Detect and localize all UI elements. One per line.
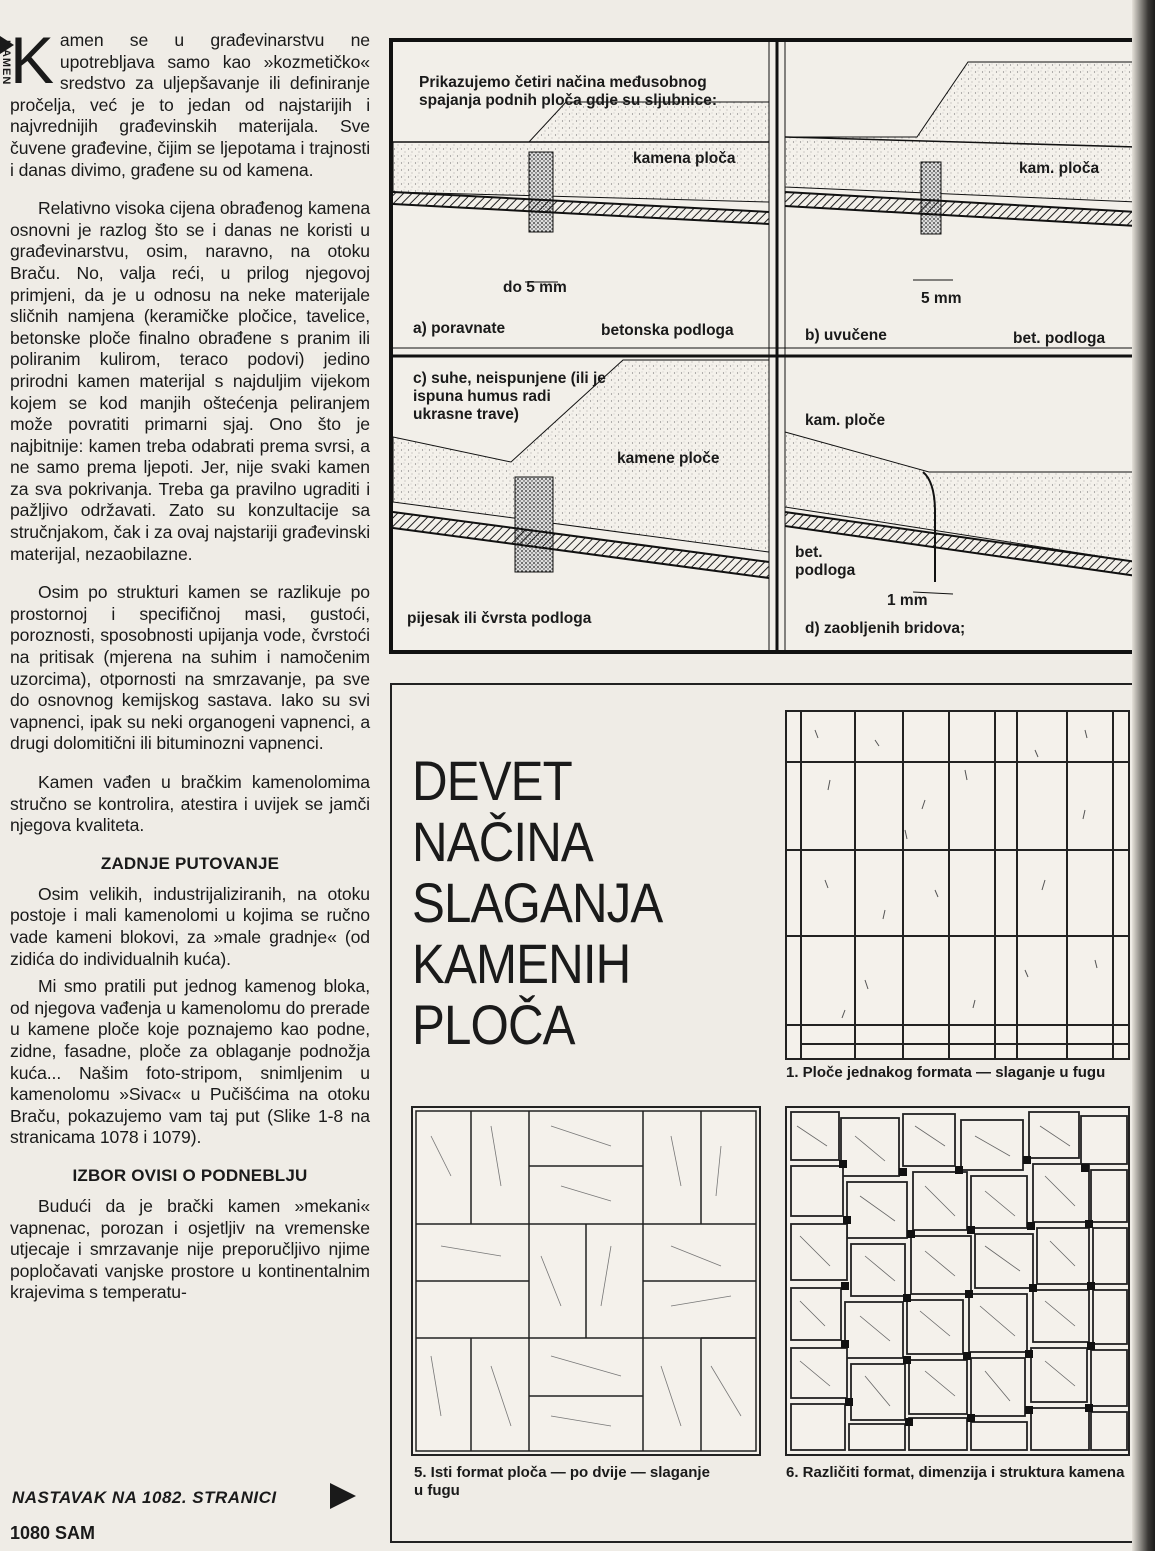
article-body [10, 23, 370, 1321]
body-paragraph: Budući da je brački kamen »mekani« vapnenac, porozan i osjetljiv na vremenske utjecaje i smrzavanje nije preporučljivo njime popločavati vanjske prostore u kontinentalnim krajevima s temperatu- [10, 1195, 370, 1303]
section-tag: KAMEN [0, 40, 12, 86]
page-gutter-shadow [1132, 0, 1155, 1551]
body-paragraph: Relativno visoka cijena obrađenog kamena osnovni je razlog što se i danas ne koristi u građevinarstvu, osim, naravno, na otoku Braču. No, valja reći, u prilog njegovoj primjeni, da je u odnosu na neke materijale sličnih namjena (keramičke pločice, tavelice, betonske ploče finalno obrađene s pranim ili poliranim kulirom, teraco podovi) jedino prirodni kamen materijal s najduljim vijekom kojem se kod manjih oštećenja peliranjem može povratiti primarni sjaj. Ono što je najbitnije: kamen treba odabrati prema svrsi, a ne samo prema ljepoti. Jer, nije svaki kamen za sva pokrivanja. Treba ga pravilno ugraditi i pažljivo održavati. Zato su konzultacije sa stručnjakom, čak i za ovaj najstariji građevinski materijal, nezaobilazne. [10, 198, 370, 564]
joints-figure [389, 38, 1141, 654]
panel-b-caption: b) uvučene [805, 327, 887, 344]
page-number: 1080 SAM [10, 1523, 96, 1543]
intro-paragraph: Kamen se u građevinarstvu ne upotrebljava samo kao »kozmetičko« sredstvo za uljepšavanje ili definiranje pročelja, već je to jedan od najstarijih i najvrednijih građevinskih materijala. Sve čuvene građevine, čijim se ljepotama i trajnosti i danas divimo, građene su od kamena. [10, 23, 370, 180]
panel-a-dimension: do 5 mm [503, 279, 567, 296]
panel-c-label: kamene ploče [617, 450, 720, 467]
panel-b-base: bet. podloga [1013, 330, 1106, 347]
panel-c-base: pijesak ili čvrsta podloga [407, 610, 592, 627]
panel-d-label: kam. ploče [805, 412, 886, 429]
body-paragraph: Mi smo pratili put jednog kamenog bloka, od njegova vađenja u kamenolomu do prerade u kamene ploče koje poznajemo kao podne, zidne, fasadne, ploče za oblaganje podnožja kuća... Našim foto-stripom, snimljenim u kamenolomu »Sivac« u Pučišćima na otoku Braču, pokazujemo vam taj put (Slike 1-8 na stranicama 1078 i 1079). [10, 976, 370, 1148]
body-paragraph: Osim velikih, industrijaliziranih, na otoku postoje i mali kamenolomi u kojima se ručno vade kameni blokovi, za »male gradnje« (od zidića do individualnih kuća). [10, 883, 370, 969]
figure-6-caption: 6. Različiti format, dimenzija i struktura kamena [786, 1464, 1125, 1481]
panel-b-dimension: 5 mm [921, 290, 962, 307]
joints-intro: Prikazujemo četiri načina međusobnog spajanja podnih ploča gdje su sljubnice: [419, 74, 717, 109]
panel-c-note: c) suhe, neispunjene (ili je ispuna humus radi ukrasne trave) [413, 370, 606, 423]
figure-5-caption: 5. Isti format ploča — po dvije — slaganje u fugu [414, 1464, 710, 1499]
body-paragraph: Osim po strukturi kamen se razlikuje po prostornoj i specifičnoj masi, gustoći, poroznosti, sposobnosti upijanja vode, čvrstoći na pritisak (mjerena na suhim i namočenim uzorcima), otpornosti na smrzavanje, pa sve do osnovnog kemijskog sastava. Iako su svi vapnenci, ipak su neki organogeni vapnenci, a drugi dolomitični ili bituminozni vapnenci. [10, 582, 370, 754]
drop-cap: K [10, 23, 54, 97]
nine-ways-title: DEVET NAČINA SLAGANJA KAMENIH PLOČA [412, 749, 663, 1056]
pattern-figure-6 [785, 1106, 1130, 1456]
panel-a-label: kamena ploča [633, 150, 736, 167]
continued-note: NASTAVAK NA 1082. STRANICI [12, 1488, 277, 1507]
joint-panel-a [393, 102, 769, 282]
continue-arrow-icon [330, 1483, 356, 1509]
figure-1-caption: 1. Ploče jednakog formata — slaganje u fugu [786, 1064, 1106, 1081]
panel-b-label: kam. ploča [1019, 160, 1100, 177]
section-heading: ZADNJE PUTOVANJE [100, 853, 280, 873]
pattern-figure-5 [411, 1106, 761, 1456]
body-paragraph: Kamen vađen u bračkim kamenolomima stručno se kontrolira, atestira i uvijek se jamči njegova kvaliteta. [10, 772, 370, 836]
panel-d-dimension: 1 mm [887, 592, 928, 609]
panel-d-base: bet. podloga [795, 544, 856, 579]
panel-a-caption: a) poravnate [413, 320, 506, 337]
panel-a-base: betonska podloga [601, 322, 734, 339]
section-heading: IZBOR OVISI O PODNEBLJU [72, 1165, 308, 1185]
pattern-figure-1 [785, 710, 1130, 1060]
panel-d-caption: d) zaobljenih bridova; [805, 620, 966, 637]
